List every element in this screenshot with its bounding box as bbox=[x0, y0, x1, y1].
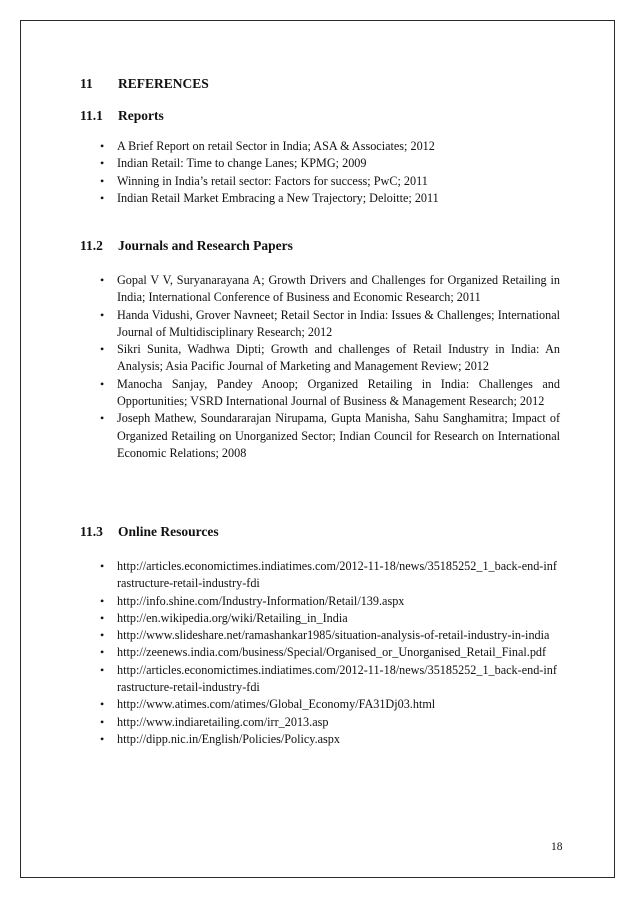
list-item: • Sikri Sunita, Wadhwa Dipti; Growth and challenges of Retail Industry in India: An Analysis; Asia Pacific Journal of Marketing and Management Review; 2012 bbox=[100, 341, 560, 376]
url-item[interactable]: • http://articles.economictimes.indiatimes.com/2012-11-18/news/35185252_1_back-end-infrastructure-retail-industry-fdi bbox=[100, 662, 560, 697]
page-number: 18 bbox=[551, 841, 563, 853]
subsection-title: Reports bbox=[118, 108, 164, 123]
section-number: 11 bbox=[80, 76, 93, 91]
url-item[interactable]: • http://articles.economictimes.indiatimes.com/2012-11-18/news/35185252_1_back-end-infrastructure-retail-industry-fdi bbox=[100, 558, 560, 593]
list-item: • Handa Vidushi, Grover Navneet; Retail Sector in India: Issues & Challenges; International Journal of Multidisciplinary Research; 2012 bbox=[100, 307, 560, 342]
subsection-heading-journals bbox=[80, 238, 293, 254]
url-item[interactable]: • http://en.wikipedia.org/wiki/Retailing_in_India bbox=[100, 610, 560, 627]
subsection-number: 11.3 bbox=[80, 524, 103, 539]
subsection-title: Online Resources bbox=[118, 524, 219, 539]
url-item[interactable]: • http://dipp.nic.in/English/Policies/Policy.aspx bbox=[100, 731, 560, 748]
subsection-number: 11.2 bbox=[80, 238, 103, 253]
subsection-number: 11.1 bbox=[80, 108, 103, 123]
list-item: • Indian Retail: Time to change Lanes; KPMG; 2009 bbox=[100, 155, 560, 172]
list-item: • Manocha Sanjay, Pandey Anoop; Organized Retailing in India: Challenges and Opportunities; VSRD International Journal of Business & Management Research; 2012 bbox=[100, 376, 560, 411]
subsection-heading-online bbox=[80, 524, 219, 540]
online-resources-list bbox=[100, 558, 560, 748]
journals-list bbox=[100, 272, 560, 462]
url-item[interactable]: • http://www.atimes.com/atimes/Global_Economy/FA31Dj03.html bbox=[100, 696, 560, 713]
subsection-title: Journals and Research Papers bbox=[118, 238, 293, 253]
url-item[interactable]: • http://info.shine.com/Industry-Information/Retail/139.aspx bbox=[100, 593, 560, 610]
section-title: REFERENCES bbox=[118, 76, 209, 91]
subsection-heading-reports bbox=[80, 108, 164, 124]
section-heading-references bbox=[80, 76, 209, 92]
reports-list bbox=[100, 138, 560, 207]
list-item: • Winning in India’s retail sector: Factors for success; PwC; 2011 bbox=[100, 173, 560, 190]
url-item[interactable]: • http://www.slideshare.net/ramashankar1985/situation-analysis-of-retail-industry-in-india bbox=[100, 627, 560, 644]
list-item: • Joseph Mathew, Soundararajan Nirupama, Gupta Manisha, Sahu Sanghamitra; Impact of Organized Retailing on Unorganized Sector; Indian Council for Research on International Economic Relations; 2008 bbox=[100, 410, 560, 462]
url-item[interactable]: • http://zeenews.india.com/business/Special/Organised_or_Unorganised_Retail_Final.pdf bbox=[100, 644, 560, 661]
url-item[interactable]: • http://www.indiaretailing.com/irr_2013.asp bbox=[100, 714, 560, 731]
list-item: • Indian Retail Market Embracing a New Trajectory; Deloitte; 2011 bbox=[100, 190, 560, 207]
list-item: • A Brief Report on retail Sector in India; ASA & Associates; 2012 bbox=[100, 138, 560, 155]
list-item: • Gopal V V, Suryanarayana A; Growth Drivers and Challenges for Organized Retailing in India; International Conference of Business and Economic Research; 2011 bbox=[100, 272, 560, 307]
